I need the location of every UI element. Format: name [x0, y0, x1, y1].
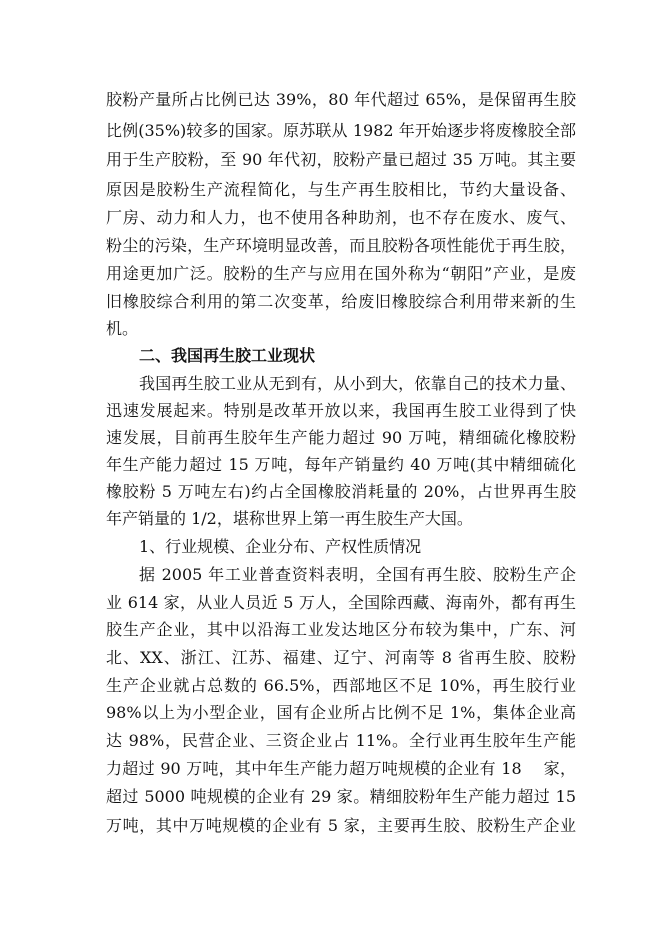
text-line: 旧橡胶综合利用的第二次变革，给废旧橡胶综合利用带来新的生 — [106, 292, 576, 311]
text-line: 力超过 90 万吨，其中年生产能力超万吨规模的企业有 18 家， — [106, 759, 576, 778]
text-line: 超过 5000 吨规模的企业有 29 家。精细胶粉年生产能力超过 15 — [106, 787, 576, 806]
text-line: 厂房、动力和人力，也不使用各种助剂，也不存在废水、废气、 — [106, 208, 576, 227]
text-line: 生产企业就占总数的 66.5%，西部地区不足 10%，再生胶行业 — [106, 676, 576, 695]
text-line: 用途更加广泛。胶粉的生产与应用在国外称为“朝阳”产业，是废 — [106, 264, 576, 283]
text-line: 年生产能力超过 15 万吨，每年产销量约 40 万吨(其中精细硫化 — [106, 455, 576, 474]
text-line: 橡胶粉 5 万吨左右)约占全国橡胶消耗量的 20%，占世界再生胶 — [106, 482, 576, 501]
subheading: 1、行业规模、企业分布、产权性质情况 — [139, 537, 422, 556]
text-line: 比例(35%)较多的国家。原苏联从 1982 年开始逐步将废橡胶全部 — [106, 121, 576, 140]
text-line: 胶粉产量所占比例已达 39%，80 年代超过 65%，是保留再生胶 — [106, 90, 576, 109]
text-line: 98%以上为小型企业，国有企业所占比例不足 1%，集体企业高 — [106, 703, 576, 722]
text-line: 迅速发展起来。特别是改革开放以来，我国再生胶工业得到了快 — [106, 401, 576, 420]
text-line: 粉尘的污染，生产环境明显改善，而且胶粉各项性能优于再生胶， — [106, 236, 576, 255]
text-line: 我国再生胶工业从无到有，从小到大，依靠自己的技术力量、 — [139, 374, 576, 393]
text-line: 胶生产企业，其中以沿海工业发达地区分布较为集中，广东、河 — [106, 620, 576, 639]
text-line: 速发展，目前再生胶年生产能力超过 90 万吨，精细硫化橡胶粉 — [106, 428, 576, 447]
text-line: 用于生产胶粉，至 90 年代初，胶粉产量已超过 35 万吨。其主要 — [106, 150, 576, 169]
text-line: 机。 — [106, 319, 139, 338]
text-line: 业 614 家，从业人员近 5 万人，全国除西藏、海南外，都有再生 — [106, 593, 576, 612]
text-line: 据 2005 年工业普查资料表明，全国有再生胶、胶粉生产企 — [139, 565, 576, 584]
text-line: 北、XX、浙江、江苏、福建、辽宁、河南等 8 省再生胶、胶粉 — [106, 648, 576, 667]
text-line: 原因是胶粉生产流程简化，与生产再生胶相比，节约大量设备、 — [106, 180, 576, 199]
section-heading: 二、我国再生胶工业现状 — [139, 346, 316, 365]
text-line: 达 98%，民营企业、三资企业占 11%。全行业再生胶年生产能 — [106, 731, 576, 750]
text-line: 年产销量的 1/2，堪称世界上第一再生胶生产大国。 — [106, 509, 473, 528]
text-line: 万吨，其中万吨规模的企业有 5 家，主要再生胶、胶粉生产企业 — [106, 816, 576, 835]
